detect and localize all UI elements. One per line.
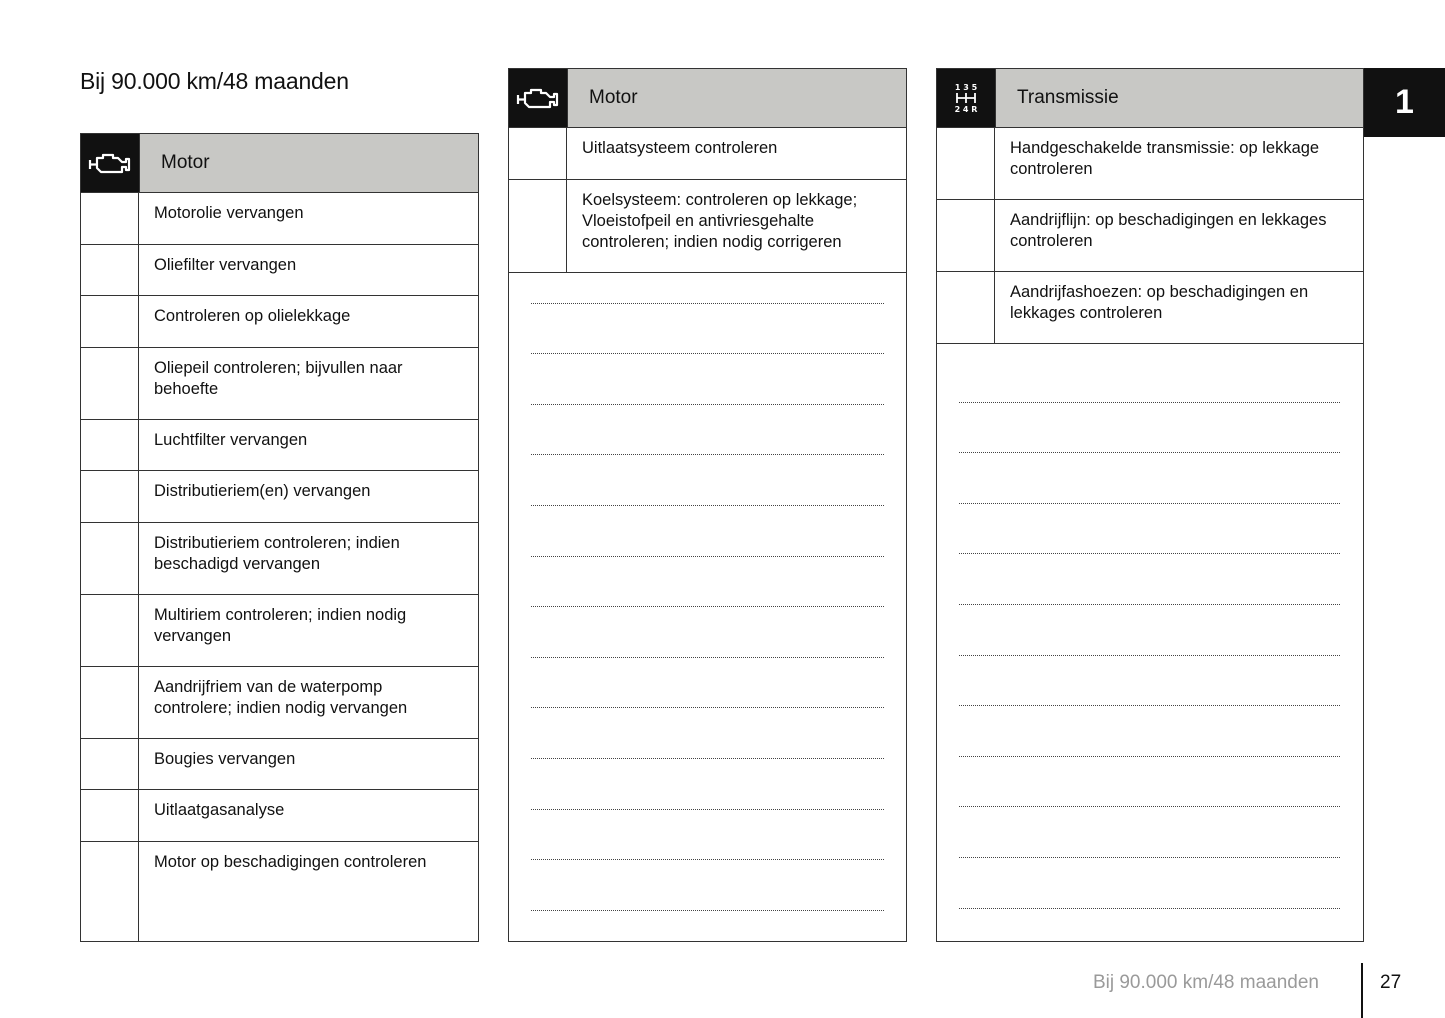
note-line (959, 857, 1340, 858)
gearshift-icon (937, 69, 995, 127)
checklist-item-text: Oliepeil controleren; bijvullen naar behoefte (154, 358, 403, 398)
checklist-row (81, 523, 478, 595)
note-line (531, 707, 884, 708)
engine-icon (509, 69, 567, 127)
checkbox-cell[interactable] (81, 420, 139, 471)
checklist-item-text: Uitlaatgasanalyse (154, 801, 285, 819)
note-line (531, 910, 884, 911)
checklist-row (509, 128, 906, 180)
checklist-item-text: Koelsysteem: controleren op lekkage; Vloeistofpeil en antivriesgehalte controleren; indien nodig corrigeren (582, 190, 858, 251)
checklist-item-text: Handgeschakelde transmissie: op lekkage controleren (1010, 139, 1320, 178)
checklist-row (937, 128, 1363, 200)
checklist-row (81, 348, 478, 420)
checkbox-cell[interactable] (81, 471, 139, 522)
note-line (959, 806, 1340, 807)
note-line (959, 604, 1340, 605)
checklist-row (81, 245, 478, 297)
note-line (531, 809, 884, 810)
page-title: Bij 90.000 km/48 maanden (80, 68, 349, 94)
table-header (81, 134, 478, 193)
note-line (531, 859, 884, 860)
checklist-item-text: Oliefilter vervangen (154, 255, 297, 274)
note-line (959, 553, 1340, 554)
checkbox-cell[interactable] (937, 200, 995, 271)
checkbox-cell[interactable] (509, 128, 567, 179)
checklist-item-text: Aandrijfashoezen: op beschadigingen en lekkages controleren (1010, 283, 1309, 322)
note-line (531, 505, 884, 506)
checkbox-cell[interactable] (81, 790, 139, 841)
checklist-item-text: Distributieriem(en) vervangen (154, 482, 371, 500)
checkbox-cell[interactable] (81, 348, 139, 419)
checklist-row (937, 200, 1363, 272)
maintenance-table-motor (80, 133, 479, 942)
checkbox-cell[interactable] (81, 842, 139, 941)
table-header-title: Motor (139, 134, 478, 192)
page-number: 27 (1380, 972, 1402, 993)
note-line (531, 657, 884, 658)
engine-icon (81, 134, 139, 192)
note-line (959, 655, 1340, 656)
note-line (959, 756, 1340, 757)
checklist-item-text: Distributieriem controleren; indien beschadigd vervangen (154, 533, 400, 573)
note-line (531, 454, 884, 455)
checkbox-cell[interactable] (509, 180, 567, 272)
checkbox-cell[interactable] (81, 245, 139, 296)
checklist-item-text: Controleren op olielekkage (154, 307, 351, 325)
footer-title: Bij 90.000 km/48 maanden (1092, 972, 1319, 993)
checklist-item-text: Motor op beschadigingen controleren (154, 852, 427, 871)
note-line (531, 556, 884, 557)
note-line (959, 402, 1340, 403)
checklist-row (81, 296, 478, 348)
checkbox-cell[interactable] (937, 272, 995, 343)
checklist-row (81, 471, 478, 523)
checklist-row (509, 180, 906, 273)
note-line (959, 452, 1340, 453)
checkbox-cell[interactable] (937, 128, 995, 199)
checklist-row (81, 790, 478, 842)
checkbox-cell[interactable] (81, 667, 139, 738)
checkbox-cell[interactable] (81, 193, 139, 244)
maintenance-table-transmissie (936, 68, 1364, 942)
note-line (531, 353, 884, 354)
checkbox-cell[interactable] (81, 595, 139, 666)
checklist-row (937, 272, 1363, 344)
gear-label-bottom: 2 4 R (954, 105, 978, 114)
checkbox-cell[interactable] (81, 296, 139, 347)
checklist-item-text: Uitlaatsysteem controleren (582, 139, 778, 157)
note-line (531, 404, 884, 405)
checklist-row (81, 193, 478, 245)
checklist-row (81, 667, 478, 739)
checklist-item-text: Aandrijfriem van de waterpomp controlere; indien nodig vervangen (154, 677, 408, 717)
table-header (509, 69, 906, 128)
table-header (937, 69, 1363, 128)
checklist-row (81, 420, 478, 472)
note-line (531, 758, 884, 759)
checklist-item-text: Motorolie vervangen (154, 204, 304, 222)
chapter-tab: 1 (1364, 68, 1445, 137)
checklist-item-text: Multiriem controleren; indien nodig vervangen (154, 605, 407, 645)
footer-divider (1361, 963, 1363, 1018)
checklist-row (81, 739, 478, 791)
note-line (959, 705, 1340, 706)
checkbox-cell[interactable] (81, 523, 139, 594)
checklist-item-text: Bougies vervangen (154, 749, 296, 768)
table-header-title: Motor (567, 69, 906, 127)
gear-label-top: 1 3 5 (954, 83, 978, 92)
note-line (531, 303, 884, 304)
checkbox-cell[interactable] (81, 739, 139, 790)
note-line (959, 908, 1340, 909)
checklist-item-text: Luchtfilter vervangen (154, 430, 308, 449)
note-line (531, 606, 884, 607)
checklist-item-text: Aandrijflijn: op beschadigingen en lekkages controleren (1010, 211, 1327, 250)
note-line (959, 503, 1340, 504)
table-header-title: Transmissie (995, 69, 1363, 127)
maintenance-table-motor-continued (508, 68, 907, 942)
checklist-row (81, 595, 478, 667)
checklist-row (81, 842, 478, 941)
